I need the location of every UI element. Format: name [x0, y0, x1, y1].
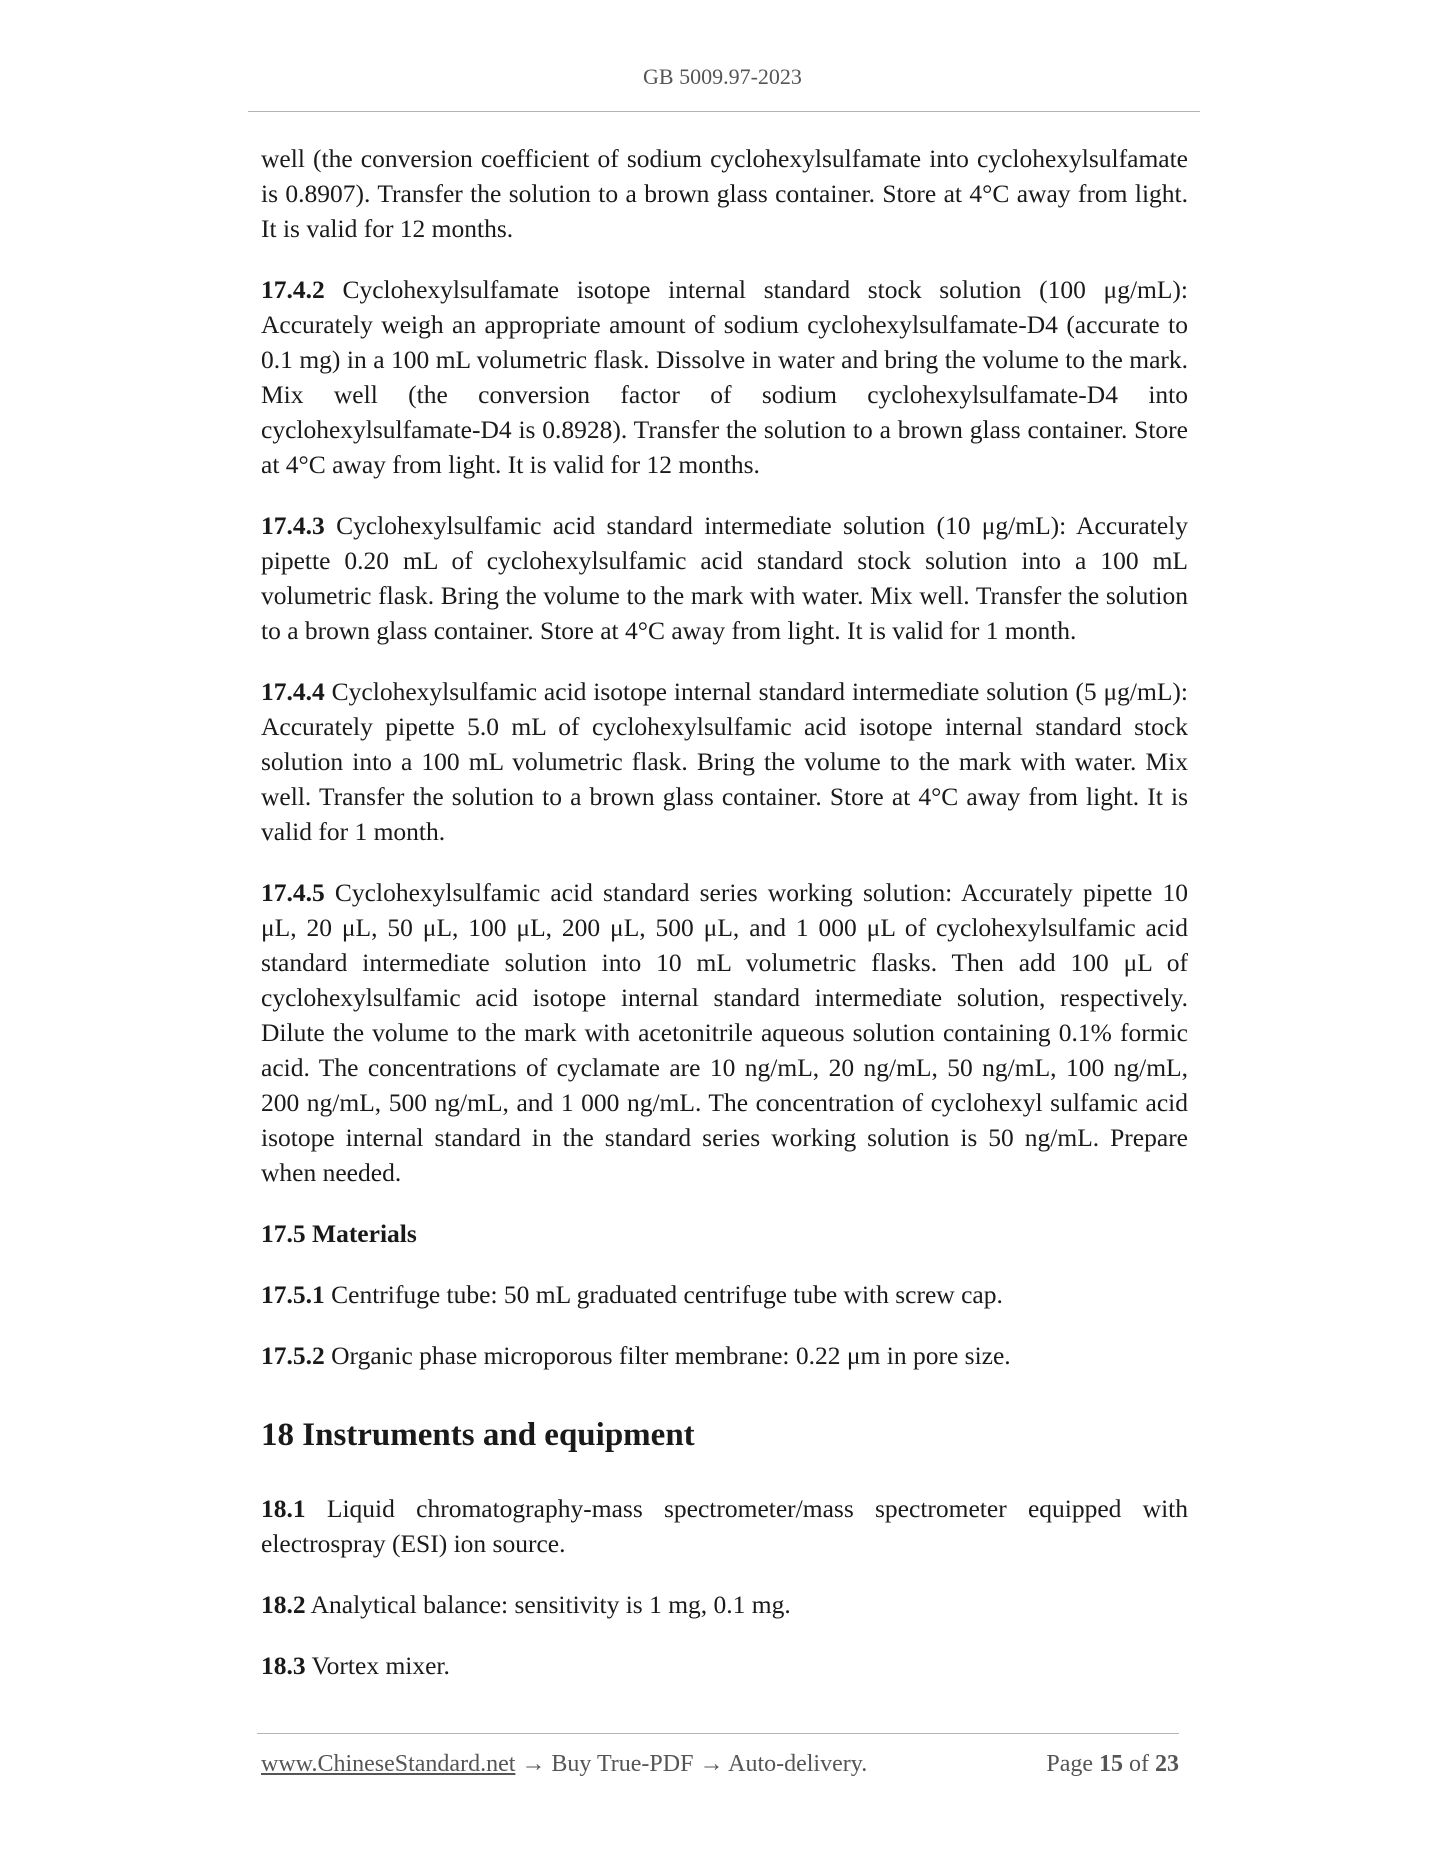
chinesestandard-link[interactable]: www.ChineseStandard.net — [261, 1751, 516, 1777]
clause-17-4-5 — [261, 875, 1188, 1190]
footer-promo — [261, 1751, 867, 1778]
paragraph-continuation — [261, 141, 1188, 246]
clause-text: Cyclohexylsulfamic acid standard series working solution: Accurately pipette 10 μL, 20 μL, 50 μL, 100 μL, 200 μL, 500 μL, and 1 000 μL of cyclohexylsulfamic acid standard intermediate solution into 10 mL volumetric flasks. Then add 100 μL of cyclohexylsulfamic acid isotope internal standard intermediate solution, respectively. Dilute the volume to the mark with acetonitrile aqueous solution containing 0.1% formic acid. The concentrations of cyclamate are 10 ng/mL, 20 ng/mL, 50 ng/mL, 100 ng/mL, 200 ng/mL, 500 ng/mL, and 1 000 ng/mL. The concentration of cyclohexyl sulfamic acid isotope internal standard in the standard series working solution is 50 ng/mL. Prepare when needed. — [261, 878, 1189, 1187]
clause-17-4-4 — [261, 674, 1188, 849]
clause-18-1 — [261, 1491, 1188, 1561]
header-divider — [248, 111, 1200, 112]
clause-label: 17.4.4 — [261, 677, 325, 706]
paragraph-text: well (the conversion coefficient of sodium cyclohexylsulfamate into cyclohexylsulfamate is 0.8907). Transfer the solution to a brown glass container. Store at 4°C away from light. It is valid for 12 months. — [261, 144, 1188, 243]
clause-17-5-2 — [261, 1338, 1188, 1373]
clause-label: 17.4.3 — [261, 511, 325, 540]
clause-text: Cyclohexylsulfamic acid isotope internal standard intermediate solution (5 μg/mL): Accurately pipette 5.0 mL of cyclohexylsulfamic acid isotope internal standard stock solution into a 100 mL volumetric flask. Bring the volume to the mark with water. Mix well. Transfer the solution to a brown glass container. Store at 4°C away from light. It is valid for 1 month. — [261, 677, 1188, 846]
clause-18-2 — [261, 1587, 1188, 1622]
clause-label: 17.4.5 — [261, 878, 325, 907]
section-18-heading: 18 Instruments and equipment — [261, 1417, 695, 1453]
document-header-id: GB 5009.97-2023 — [643, 64, 802, 89]
clause-17-4-2 — [261, 272, 1188, 482]
clause-text: Liquid chromatography-mass spectrometer/mass spectrometer equipped with electrospray (ESI) ion source. — [261, 1494, 1189, 1558]
materials-heading: 17.5 Materials — [261, 1219, 417, 1248]
clause-text: Organic phase microporous filter membrane: 0.22 μm in pore size. — [331, 1341, 1011, 1370]
page-number: 15 — [1099, 1751, 1123, 1777]
clause-label: 17.4.2 — [261, 275, 325, 304]
clause-text: Cyclohexylsulfamate isotope internal standard stock solution (100 μg/mL): Accurately weigh an appropriate amount of sodium cyclohexylsulfamate-D4 (accurate to 0.1 mg) in a 100 mL volumetric flask. Dissolve in water and bring the volume to the mark. Mix well (the conversion factor of sodium cyclohexylsulfamate-D4 into cyclohexylsulfamate-D4 is 0.8928). Transfer the solution to a brown glass container. Store at 4°C away from light. It is valid for 12 months. — [261, 275, 1189, 479]
clause-17-5-1 — [261, 1277, 1188, 1312]
footer-promo-text: → Buy True-PDF → Auto-delivery. — [521, 1751, 868, 1777]
footer-divider — [257, 1733, 1179, 1734]
of-word: of — [1129, 1751, 1149, 1777]
clause-18-3 — [261, 1648, 1188, 1683]
page-word: Page — [1046, 1751, 1093, 1777]
clause-label: 18.1 — [261, 1494, 306, 1523]
clause-17-4-3 — [261, 508, 1188, 648]
clause-text: Vortex mixer. — [311, 1651, 450, 1680]
page-indicator — [1046, 1751, 1179, 1778]
clause-label: 17.5.1 — [261, 1280, 325, 1309]
clause-label: 17.5.2 — [261, 1341, 325, 1370]
page-body — [261, 141, 1188, 1709]
clause-label: 18.2 — [261, 1590, 306, 1619]
clause-text: Centrifuge tube: 50 mL graduated centrifuge tube with screw cap. — [331, 1280, 1003, 1309]
clause-text: Analytical balance: sensitivity is 1 mg, 0.1 mg. — [310, 1590, 791, 1619]
clause-label: 18.3 — [261, 1651, 306, 1680]
clause-text: Cyclohexylsulfamic acid standard intermediate solution (10 μg/mL): Accurately pipette 0.20 mL of cyclohexylsulfamic acid standard stock solution into a 100 mL volumetric flask. Bring the volume to the mark with water. Mix well. Transfer the solution to a brown glass container. Store at 4°C away from light. It is valid for 1 month. — [261, 511, 1188, 645]
total-pages: 23 — [1155, 1751, 1179, 1777]
